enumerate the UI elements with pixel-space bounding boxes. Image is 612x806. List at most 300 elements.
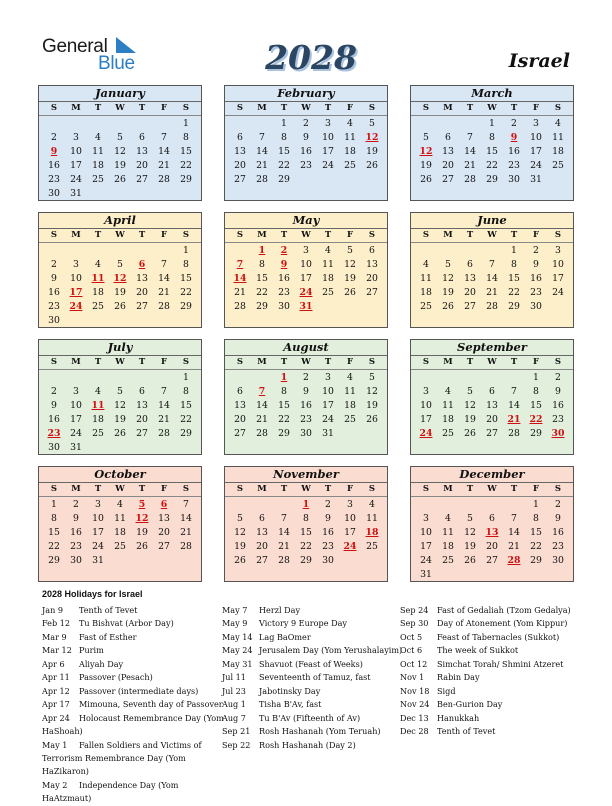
day: 9 [73,513,79,525]
holiday-day: 18 [365,527,379,539]
weekday-label: M [443,484,453,494]
day: 4 [369,499,375,510]
day: 27 [234,428,246,440]
holiday-name: Tenth of Tevet [437,726,496,737]
day: 14 [158,400,170,412]
holiday-name: Independence Day (Yom [79,779,179,790]
day-grid [225,243,387,314]
holiday-item [222,685,402,698]
empty-cell [65,244,87,258]
day: 27 [366,287,378,299]
empty-cell [459,117,481,131]
day: 21 [234,287,246,299]
day: 2 [51,132,57,144]
holiday-item [42,658,224,671]
day: 16 [300,400,312,412]
holiday-name: Fast of Esther [79,631,137,642]
holiday-day: 12 [419,146,433,158]
day: 22 [508,287,520,299]
day: 1 [281,118,287,129]
day: 23 [530,287,542,299]
day: 10 [70,400,82,412]
day: 7 [467,132,473,144]
day: 4 [117,499,123,510]
day: 16 [300,146,312,158]
holiday-name: Seventeenth of Tamuz, fast [259,672,371,683]
holiday-day: 12 [113,273,127,285]
holiday-date: Aug 7 [222,712,246,723]
holiday-name: Passover (intermediate days) [79,685,199,696]
holiday-day: 28 [507,555,521,567]
holiday-date: Sep 30 [400,618,429,629]
holiday-date: May 24 [222,645,253,656]
weekday-label: T [94,357,102,367]
empty-cell [481,498,503,512]
day: 31 [420,569,432,581]
weekday-label: F [346,103,354,113]
day: 21 [464,160,476,172]
day: 28 [158,174,170,186]
holiday-day: 11 [91,273,105,285]
day: 14 [278,527,290,539]
holiday-date: Apr 11 [42,672,70,683]
empty-cell [229,498,251,512]
weekday-label: T [280,484,288,494]
day: 17 [344,527,356,539]
day: 15 [508,273,520,285]
holiday-name: Tisha B'Av, fast [259,699,322,710]
month-title: January [39,86,201,102]
weekday-label: T [510,484,518,494]
day: 10 [70,146,82,158]
day: 1 [533,372,539,383]
generalblue-logo [42,36,142,72]
logo-flag-icon [114,37,136,55]
holiday-item [42,631,224,644]
holiday-day: 31 [299,301,313,313]
logo-text-general: General [42,36,108,57]
day: 24 [70,428,82,440]
day: 15 [300,527,312,539]
holiday-date: Apr 6 [42,658,65,669]
day: 12 [114,400,126,412]
holiday-date: May 2 [42,779,68,790]
holiday-item [42,779,224,792]
holiday-day: 1 [302,499,310,510]
day: 19 [420,160,432,172]
day: 13 [234,146,246,158]
weekday-header [225,483,387,497]
day: 8 [511,259,517,271]
holiday-date: Oct 5 [400,631,423,642]
empty-cell [415,244,437,258]
weekday-label: S [554,484,562,494]
day: 18 [344,146,356,158]
month-title: August [225,340,387,356]
day: 19 [114,414,126,426]
weekday-label: T [94,230,102,240]
day: 21 [486,287,498,299]
holiday-name: Holocaust Remembrance Day (Yom [79,712,224,723]
country-name: Israel [508,50,570,72]
holiday-day: 7 [236,259,244,271]
day: 27 [256,555,268,567]
holiday-date: Mar 9 [42,631,67,642]
day: 5 [117,132,123,144]
day: 30 [48,315,60,327]
day: 12 [366,386,378,398]
day: 19 [114,287,126,299]
day: 8 [183,132,189,144]
month-november [224,466,388,582]
day: 3 [325,118,331,129]
day: 29 [278,428,290,440]
day: 20 [158,527,170,539]
day: 13 [464,273,476,285]
day: 15 [278,146,290,158]
holiday-item [400,644,571,657]
holiday-name: Shavuot (Feast of Weeks) [259,658,363,669]
weekday-label: W [487,103,497,113]
day-grid [225,116,387,187]
month-title: June [411,213,573,229]
day: 18 [552,146,564,158]
holiday-day: 22 [529,414,543,426]
day: 8 [533,513,539,525]
day: 16 [48,160,60,172]
weekday-header [225,356,387,370]
day: 28 [486,301,498,313]
holiday-date: Sep 22 [222,739,251,750]
weekday-label: F [346,357,354,367]
day: 16 [322,527,334,539]
day: 21 [158,414,170,426]
holiday-date: May 9 [222,618,248,629]
day: 18 [322,273,334,285]
holiday-date: Nov 24 [400,699,430,710]
holiday-item [400,671,571,684]
holiday-date: Apr 24 [42,712,70,723]
day-grid [39,370,201,456]
empty-cell [131,371,153,385]
empty-cell [459,244,481,258]
weekday-label: W [301,230,311,240]
day: 29 [180,174,192,186]
holiday-date: Sep 21 [222,726,251,737]
holiday-date: May 14 [222,631,253,642]
day: 14 [180,513,192,525]
holiday-item [222,712,402,725]
day: 26 [234,555,246,567]
empty-cell [43,117,65,131]
empty-cell [459,371,481,385]
day: 15 [180,146,192,158]
day: 20 [486,414,498,426]
holiday-date: Oct 6 [400,645,423,656]
day: 3 [73,132,79,144]
day: 2 [555,499,561,510]
day: 29 [180,428,192,440]
month-august [224,339,388,455]
day: 26 [366,160,378,172]
day: 6 [259,513,265,525]
empty-cell [131,244,153,258]
day: 16 [552,400,564,412]
day: 9 [51,273,57,285]
empty-cell [437,498,459,512]
day: 17 [420,541,432,553]
weekday-label: S [236,230,244,240]
day: 29 [300,555,312,567]
day: 30 [552,555,564,567]
day: 30 [322,555,334,567]
day: 14 [158,146,170,158]
day: 15 [180,273,192,285]
day: 4 [347,118,353,129]
day: 19 [366,400,378,412]
day: 29 [48,555,60,567]
day: 3 [73,386,79,398]
day: 15 [530,527,542,539]
day: 24 [420,555,432,567]
day: 28 [508,428,520,440]
holiday-day: 9 [280,259,288,271]
empty-cell [459,498,481,512]
weekday-label: T [324,230,332,240]
holiday-item [42,739,224,752]
weekday-header [225,229,387,243]
day: 8 [281,386,287,398]
day: 5 [467,513,473,525]
day: 2 [555,372,561,383]
day: 5 [369,118,375,129]
month-title: October [39,467,201,483]
weekday-label: T [94,103,102,113]
day: 28 [278,555,290,567]
holiday-item [400,631,571,644]
day: 21 [256,160,268,172]
empty-cell [273,498,295,512]
empty-cell [109,371,131,385]
holiday-name: Fallen Soldiers and Victims of [79,739,202,750]
holiday-date: Apr 12 [42,685,70,696]
day: 19 [234,541,246,553]
month-march [410,85,574,201]
weekday-label: S [368,357,376,367]
holiday-day: 11 [91,400,105,412]
empty-cell [65,371,87,385]
weekday-label: T [466,357,474,367]
day: 27 [234,174,246,186]
day-grid [411,370,573,441]
day: 14 [486,273,498,285]
holiday-day: 14 [233,273,247,285]
day: 11 [322,259,334,271]
day: 26 [464,555,476,567]
day: 6 [237,386,243,398]
day: 28 [158,428,170,440]
day: 15 [256,273,268,285]
weekday-header [39,483,201,497]
weekday-label: W [487,357,497,367]
weekday-label: S [182,484,190,494]
day: 26 [420,174,432,186]
day: 20 [136,160,148,172]
day: 26 [366,414,378,426]
day: 17 [92,527,104,539]
day: 2 [51,386,57,398]
day: 3 [533,118,539,129]
weekday-label: W [301,484,311,494]
holiday-date: Mar 12 [42,645,72,656]
empty-cell [251,371,273,385]
weekday-label: T [466,103,474,113]
weekday-label: S [422,357,430,367]
day: 22 [48,541,60,553]
day: 30 [278,301,290,313]
month-title: May [225,213,387,229]
weekday-label: S [236,103,244,113]
day: 5 [467,386,473,398]
holiday-day: 2 [280,245,288,256]
holiday-item [42,644,224,657]
holiday-item [222,604,402,617]
day: 27 [136,428,148,440]
holiday-day: 24 [299,287,313,299]
holiday-item [400,698,571,711]
day: 4 [423,259,429,271]
day-grid [411,497,573,583]
weekday-label: T [324,103,332,113]
day: 6 [139,386,145,398]
weekday-header [411,102,573,116]
day: 13 [136,146,148,158]
day: 13 [486,400,498,412]
day: 11 [366,513,378,525]
day: 7 [511,386,517,398]
weekday-header [39,102,201,116]
month-title: November [225,467,387,483]
day: 22 [530,541,542,553]
day: 7 [489,259,495,271]
month-title: April [39,213,201,229]
holiday-date: Oct 12 [400,658,428,669]
holiday-item [222,698,402,711]
day: 20 [136,414,148,426]
day: 18 [92,287,104,299]
holiday-name-continued: HaShoah) [42,726,83,737]
day: 2 [303,118,309,129]
empty-cell [43,244,65,258]
weekday-label: T [138,484,146,494]
weekday-label: S [554,357,562,367]
day: 18 [114,527,126,539]
holiday-date: Dec 28 [400,726,429,737]
day: 16 [278,273,290,285]
weekday-label: F [160,103,168,113]
day: 14 [256,400,268,412]
day: 26 [114,174,126,186]
weekday-label: W [487,484,497,494]
day: 23 [552,541,564,553]
day: 19 [344,273,356,285]
day: 13 [234,400,246,412]
day: 18 [442,541,454,553]
weekday-label: M [257,103,267,113]
day-grid [39,497,201,568]
weekday-label: S [50,103,58,113]
day: 14 [158,273,170,285]
weekday-label: S [50,357,58,367]
holiday-column [400,604,571,739]
holiday-name: Fast of Gedaliah (Tzom Gedalya) [437,605,571,615]
holiday-name: Tu B'Av (Fifteenth of Av) [259,712,361,723]
weekday-label: M [443,103,453,113]
day: 29 [530,428,542,440]
day: 3 [347,499,353,510]
empty-cell [415,117,437,131]
day: 12 [442,273,454,285]
weekday-label: S [368,230,376,240]
day: 3 [303,245,309,256]
holiday-name: Lag BaOmer [259,631,311,642]
day: 25 [420,301,432,313]
weekday-label: F [160,484,168,494]
day: 1 [183,245,189,256]
holiday-date: Jul 23 [222,685,246,696]
day: 21 [180,527,192,539]
empty-cell [251,498,273,512]
weekday-label: F [160,357,168,367]
day: 17 [70,414,82,426]
day: 25 [344,414,356,426]
day: 31 [70,188,82,200]
day: 21 [158,160,170,172]
day: 22 [300,541,312,553]
month-october [38,466,202,582]
day: 3 [423,386,429,398]
holiday-name: Victory 9 Europe Day [259,618,347,629]
day: 1 [489,118,495,129]
day: 12 [464,527,476,539]
weekday-label: S [422,484,430,494]
empty-cell [153,117,175,131]
day-grid [39,116,201,202]
day: 19 [366,146,378,158]
day: 27 [442,174,454,186]
day: 25 [92,301,104,313]
day: 8 [51,513,57,525]
empty-cell [87,117,109,131]
day: 30 [300,428,312,440]
page-title-year: 2028 [265,38,357,77]
day: 30 [530,301,542,313]
holiday-day: 1 [280,372,288,383]
holiday-name: Rosh Hashanah (Yom Teruah) [259,726,381,737]
day: 11 [442,527,454,539]
empty-cell [437,244,459,258]
day: 4 [347,372,353,383]
weekday-label: T [510,357,518,367]
day: 13 [158,513,170,525]
weekday-header [411,483,573,497]
day-grid [39,243,201,329]
weekday-label: W [115,357,125,367]
day: 18 [92,160,104,172]
holiday-column [42,604,224,806]
day: 10 [344,513,356,525]
empty-cell [87,244,109,258]
